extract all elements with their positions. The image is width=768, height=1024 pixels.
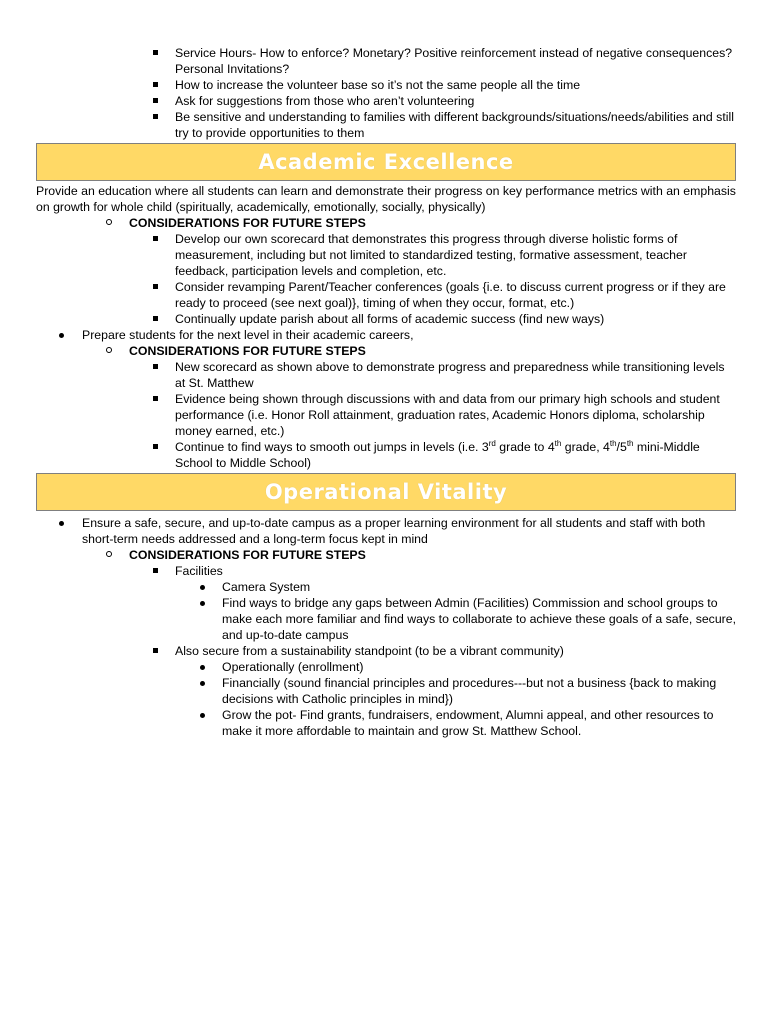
circle-bullet-icon <box>106 551 112 557</box>
list-item: Service Hours- How to enforce? Monetary? Positive reinforcement instead of negative consequences? Personal Invitations? <box>36 45 736 77</box>
round-bullet-icon <box>59 333 64 338</box>
square-bullet-icon <box>153 50 158 55</box>
list-item: Camera System <box>36 579 736 595</box>
document-page <box>36 45 736 739</box>
list-item: Be sensitive and understanding to families with different backgrounds/situations/needs/abilities and still try to provide opportunities to them <box>36 109 736 141</box>
facilities-item: Facilities <box>36 563 736 579</box>
square-bullet-icon <box>153 364 158 369</box>
list-item: Operationally (enrollment) <box>36 659 736 675</box>
round-bullet-icon <box>200 681 205 686</box>
circle-bullet-icon <box>106 219 112 225</box>
goal-item: Ensure a safe, secure, and up-to-date campus as a proper learning environment for all students and staff with both short-term needs addressed and a long-term focus kept in mind <box>36 515 736 547</box>
square-bullet-icon <box>153 648 158 653</box>
considerations-heading: CONSIDERATIONS FOR FUTURE STEPS <box>36 215 736 231</box>
academic-excellence-banner <box>36 143 736 181</box>
square-bullet-icon <box>153 396 158 401</box>
list-item: How to increase the volunteer base so it’s not the same people all the time <box>36 77 736 93</box>
academic-intro: Provide an education where all students can learn and demonstrate their progress on key performance metrics with an emphasis on growth for whole child (spiritually, academically, emotionally, socially, physically) <box>36 184 736 214</box>
list-item <box>36 439 736 471</box>
levels-text: Continue to find ways to smooth out jumps in levels (i.e. 3rd grade to 4th grade, 4th/5th mini-Middle School to Middle School) <box>175 438 700 470</box>
list-item: Find ways to bridge any gaps between Admin (Facilities) Commission and school groups to make each more familiar and find ways to collaborate to achieve these goals of a safe, secure, and up-to-date campus <box>36 595 736 643</box>
list-item: Evidence being shown through discussions with and data from our primary high schools and student performance (i.e. Honor Roll attainment, graduation rates, Academic Honors diploma, scholarship money earned, etc.) <box>36 391 736 439</box>
square-bullet-icon <box>153 82 158 87</box>
round-bullet-icon <box>200 665 205 670</box>
list-item: Ask for suggestions from those who aren’t volunteering <box>36 93 736 109</box>
square-bullet-icon <box>153 444 158 449</box>
goal-item: Prepare students for the next level in their academic careers, <box>36 327 736 343</box>
list-item: New scorecard as shown above to demonstrate progress and preparedness while transitioning levels at St. Matthew <box>36 359 736 391</box>
volunteer-list <box>36 45 736 141</box>
considerations-heading: CONSIDERATIONS FOR FUTURE STEPS <box>36 343 736 359</box>
considerations-heading: CONSIDERATIONS FOR FUTURE STEPS <box>36 547 736 563</box>
square-bullet-icon <box>153 236 158 241</box>
operational-vitality-banner <box>36 473 736 511</box>
square-bullet-icon <box>153 284 158 289</box>
sustainability-item: Also secure from a sustainability standpoint (to be a vibrant community) <box>36 643 736 659</box>
section-heading: Academic Excellence <box>258 150 514 174</box>
list-item: Consider revamping Parent/Teacher conferences (goals {i.e. to discuss current progress or if they are ready to proceed (see next goal)}, timing of when they occur, format, etc.) <box>36 279 736 311</box>
list-item: Develop our own scorecard that demonstrates this progress through diverse holistic forms of measurement, including but not limited to standardized testing, formative assessment, teacher feedback, participation levels and completion, etc. <box>36 231 736 279</box>
section-heading: Operational Vitality <box>264 480 508 504</box>
round-bullet-icon <box>200 585 205 590</box>
list-item: Financially (sound financial principles and procedures---but not a business {back to making decisions with Catholic principles in mind}) <box>36 675 736 707</box>
circle-bullet-icon <box>106 347 112 353</box>
round-bullet-icon <box>200 713 205 718</box>
list-item: Continually update parish about all forms of academic success (find new ways) <box>36 311 736 327</box>
square-bullet-icon <box>153 316 158 321</box>
square-bullet-icon <box>153 98 158 103</box>
round-bullet-icon <box>200 601 205 606</box>
round-bullet-icon <box>59 521 64 526</box>
list-item: Grow the pot- Find grants, fundraisers, endowment, Alumni appeal, and other resources to make it more affordable to maintain and grow St. Matthew School. <box>36 707 736 739</box>
square-bullet-icon <box>153 114 158 119</box>
square-bullet-icon <box>153 568 158 573</box>
